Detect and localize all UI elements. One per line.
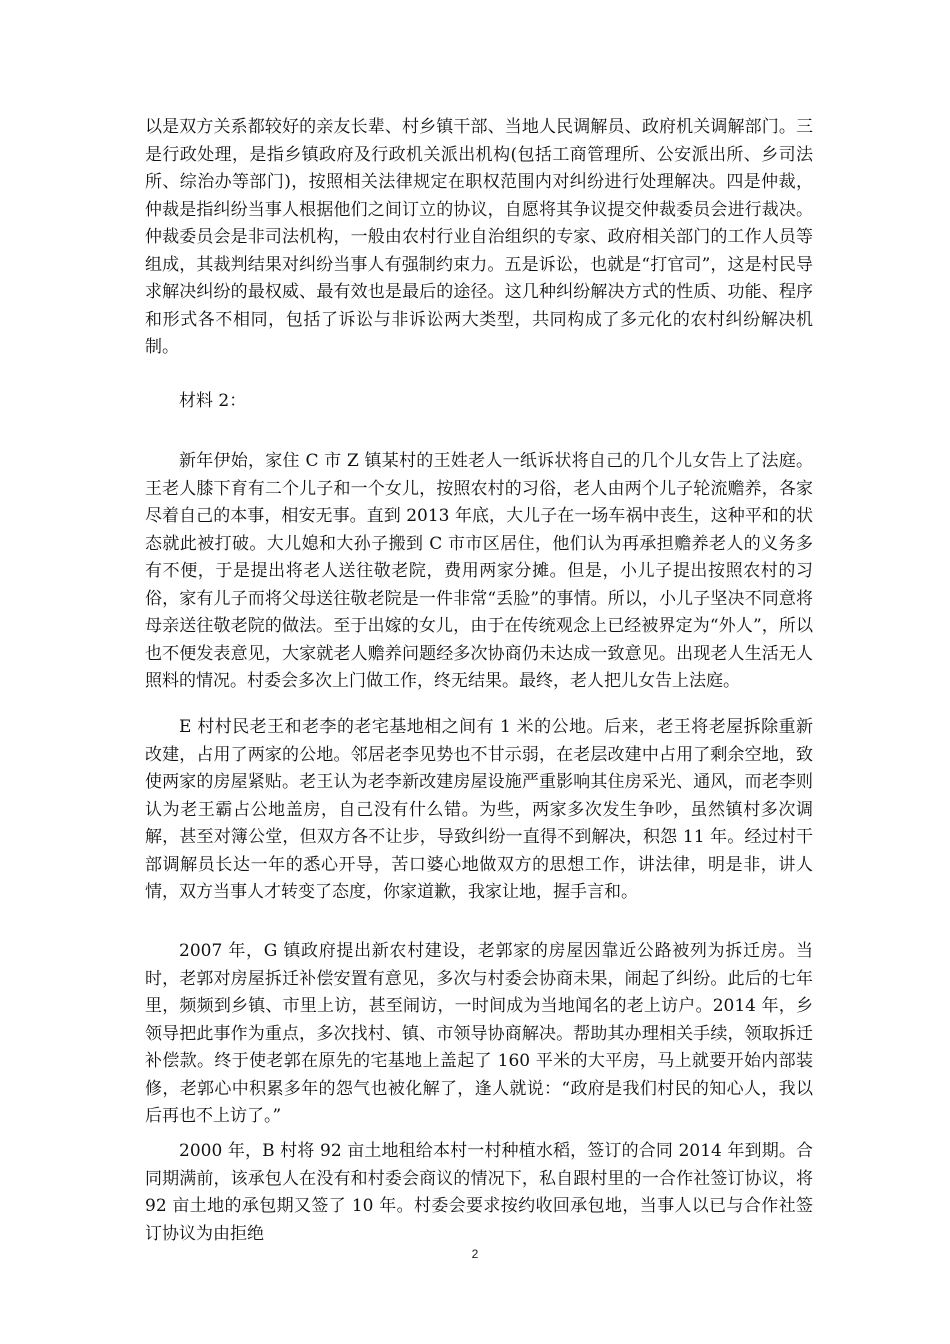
page-number: 2: [471, 1247, 479, 1261]
paragraph-case-land-lease: 2000 年，B 村将 92 亩土地租给本村一村种植水稻，签订的合同 2014 年到期。合同期满前，该承包人在没有和村委会商议的情况下，私自跟村里的一合作社签订协议，将 92 亩土地的承包期又签了 10 年。村委会要求按约收回承包地，当事人以已与合作社签订协议为由拒绝: [145, 1141, 813, 1244]
paragraph-case-elderly-support: 新年伊始，家住 C 市 Z 镇某村的王姓老人一纸诉状将自己的几个儿女告上了法庭。王老人膝下育有二个儿子和一个女儿，按照农村的习俗，老人由两个儿子轮流赡养，各家尽着自己的本事，相安无事。直到 2013 年底，大儿子在一场车祸中丧生，这种平和的状态就此被打破。大儿媳和大孙子搬到 C 市市区居住，他们认为再承担赡养老人的义务多有不便，于是提出将老人送往敬老院，费用两家分摊。但是，小儿子提出按照农村的习俗，家有儿子而将父母送往敬老院是一件非常“丢脸”的事情。所以，小儿子坚决不同意将母亲送往敬老院的做法。至于出嫁的女儿，由于在传统观念上已经被界定为“外人”，所以也不便发表意见，大家就老人赡养问题经多次协商仍未达成一致意见。出现老人生活无人照料的情况。村委会多次上门做工作，终无结果。最终，老人把儿女告上法庭。: [145, 451, 813, 691]
paragraph-case-demolition: 2007 年，G 镇政府提出新农村建设，老郭家的房屋因靠近公路被列为拆迁房。当时，老郭对房屋拆迁补偿安置有意见，多次与村委会协商未果，闹起了纠纷。此后的七年里，频频到乡镇、市里上访，甚至闹访，一时间成为当地闻名的老上访户。2014 年，乡领导把此事作为重点，多次找村、镇、市领导协商解决。帮助其办理相关手续，领取拆迁补偿款。终于使老郭在原先的宅基地上盖起了 160 平米的大平房，马上就要开始内部装修，老郭心中积累多年的怨气也被化解了，逢人就说：“政府是我们村民的知心人，我以后再也不上访了。”: [145, 941, 813, 1126]
paragraph-dispute-resolution-methods: 以是双方关系都较好的亲友长辈、村乡镇干部、当地人民调解员、政府机关调解部门。三是行政处理，是指乡镇政府及行政机关派出机构(包括工商管理所、公安派出所、乡司法所、综治办等部门)，按照相关法律规定在职权范围内对纠纷进行处理解决。四是仲裁，仲裁是指纠纷当事人根据他们之间订立的协议，自愿将其争议提交仲裁委员会进行裁决。仲裁委员会是非司法机构，一般由农村行业自治组织的专家、政府相关部门的工作人员等组成，其裁判结果对纠纷当事人有强制约束力。五是诉讼，也就是“打官司”，这是村民导求解决纠纷的最权威、最有效也是最后的途径。这几种纠纷解决方式的性质、功能、程序和形式各不相同，包括了诉讼与非诉讼两大类型，共同构成了多元化的农村纠纷解决机制。: [145, 117, 813, 357]
paragraph-case-homestead: E 村村民老王和老李的老宅基地相之间有 1 米的公地。后来，老王将老屋拆除重新改建，占用了两家的公地。邻居老李见势也不甘示弱，在老层改建中占用了剩余空地，致使两家的房屋紧贴。老王认为老李新改建房屋设施严重影响其住房采光、通风，而老李则认为老王霸占公地盖房，自己没有什么错。为些，两家多次发生争吵，虽然镇村多次调解，甚至对簿公堂，但双方各不让步，导致纠纷一直得不到解决，积怨 11 年。经过村干部调解员长达一年的悉心开导，苦口婆心地做双方的思想工作，讲法律，明是非，讲人情，双方当事人才转变了态度，你家道歉，我家让地，握手言和。: [145, 717, 813, 902]
material-2-heading: 材料 2：: [179, 391, 247, 411]
